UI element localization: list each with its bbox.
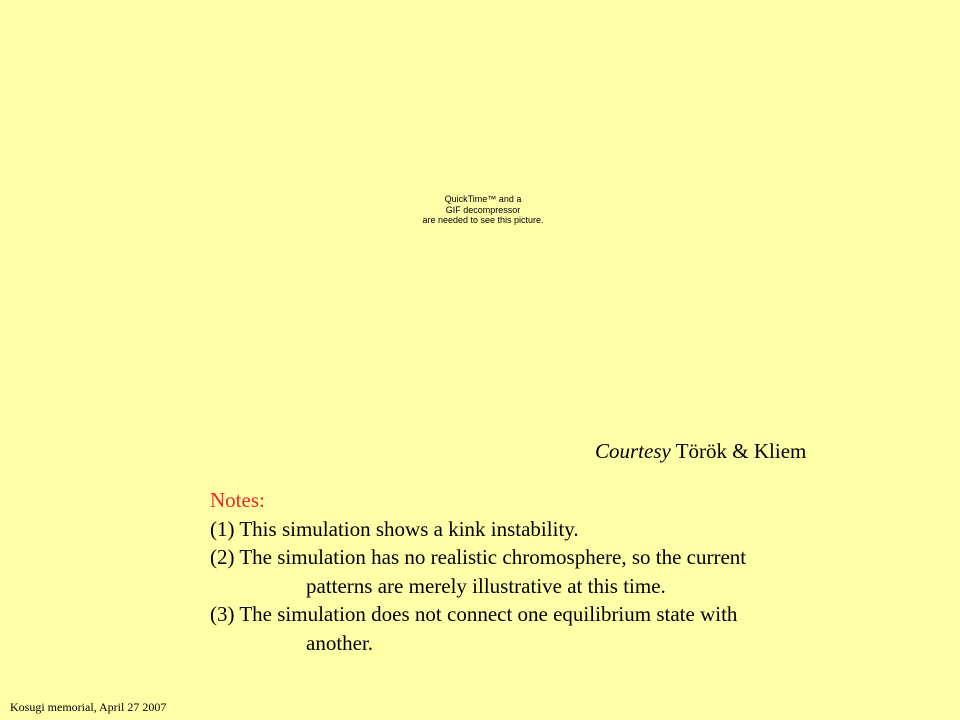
placeholder-line: are needed to see this picture.	[422, 215, 544, 225]
notes-block	[210, 486, 850, 657]
note-item-3: (3) The simulation does not connect one equilibrium state with	[210, 602, 738, 626]
missing-media-placeholder	[388, 194, 578, 226]
placeholder-line: QuickTime™ and a	[444, 194, 522, 204]
note-item-1: (1) This simulation shows a kink instability.	[210, 516, 579, 541]
placeholder-line: GIF decompressor	[445, 204, 521, 215]
note-item-2-continuation: patterns are merely illustrative at this time.	[306, 573, 666, 598]
credit-prefix: Courtesy	[595, 439, 671, 463]
footer-text: Kosugi memorial, April 27 2007	[10, 700, 167, 714]
note-item-2: (2) The simulation has no realistic chromosphere, so the current	[210, 545, 747, 569]
note-item-3-continuation: another.	[306, 630, 374, 655]
notes-heading: Notes:	[210, 488, 265, 512]
credit-names: Török & Kliem	[675, 439, 807, 463]
credit-line	[595, 438, 806, 464]
